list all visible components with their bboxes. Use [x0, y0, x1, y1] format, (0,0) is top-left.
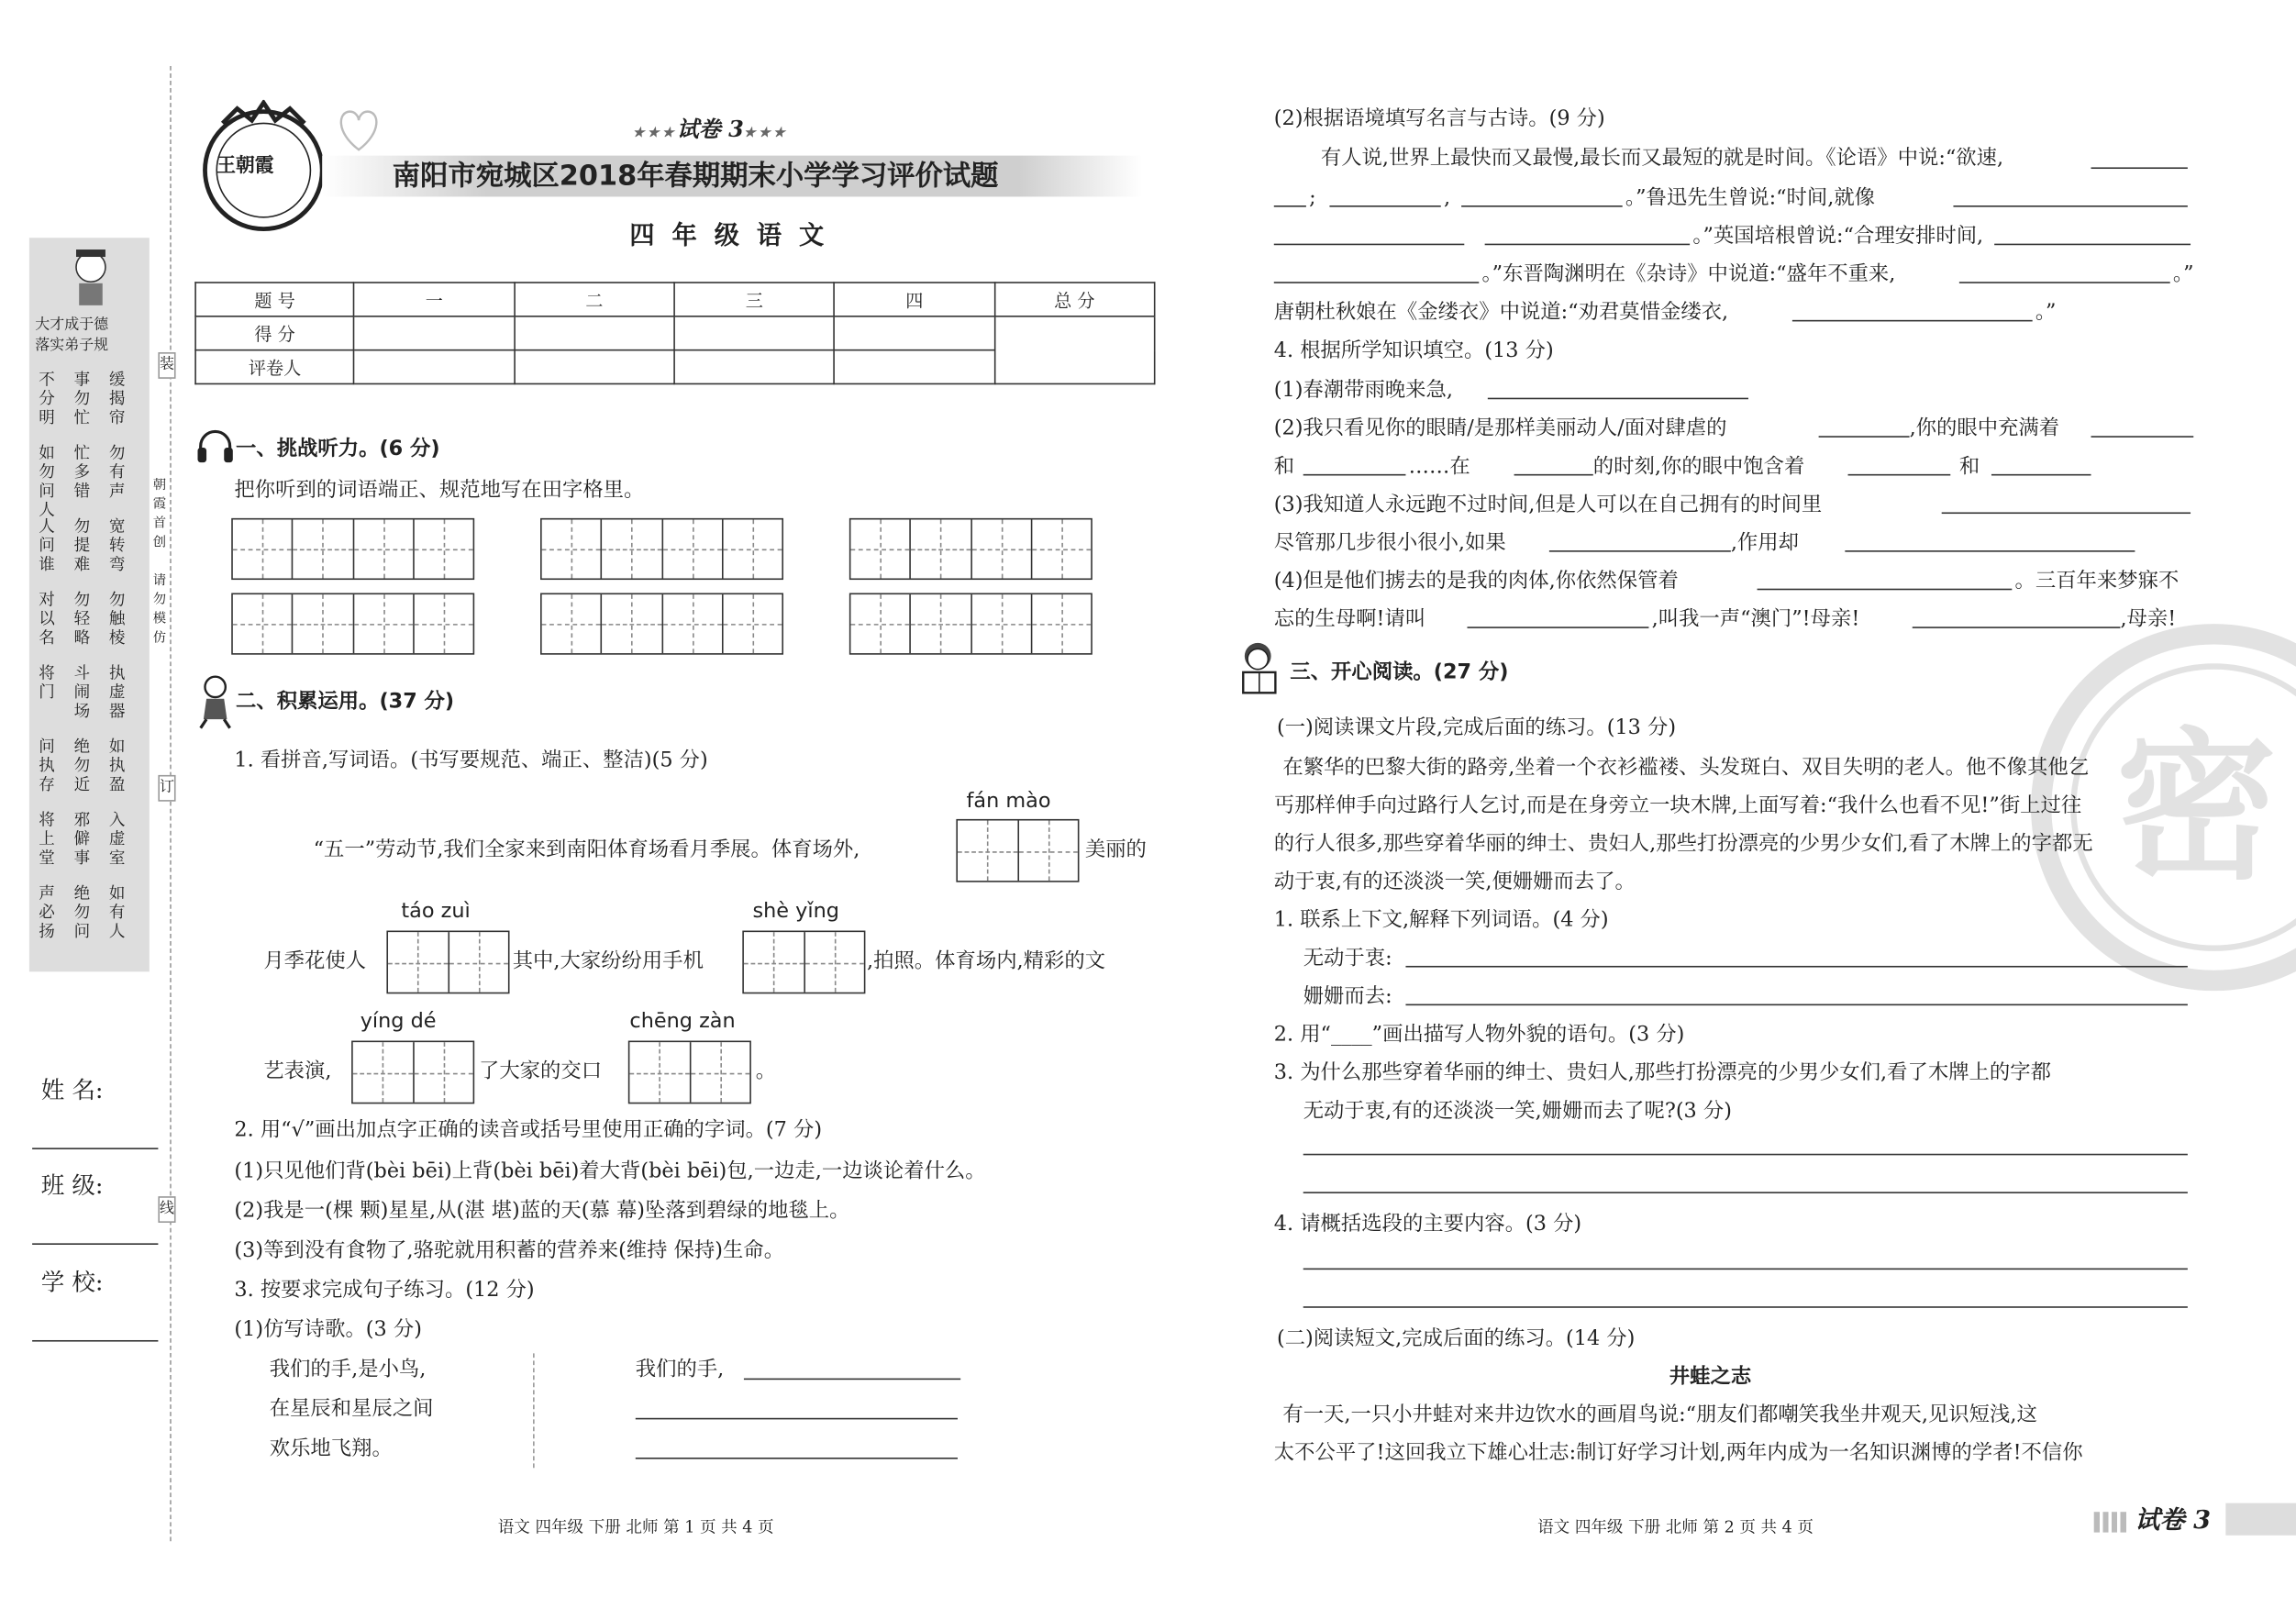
corner-tab: [2225, 1503, 2296, 1536]
ribbon-heart-icon: [329, 100, 388, 159]
answer-grid-fanmao[interactable]: [956, 819, 1079, 882]
blank-q4-2[interactable]: [1819, 436, 1910, 438]
score-cell[interactable]: [354, 316, 515, 350]
section1-heading: 一、挑战听力。(6 分): [236, 437, 440, 461]
motto-column-text: 绝勿问: [73, 883, 91, 941]
passage-line-2: 丐那样伸手向过路行人乞讨,而是在身旁立一块木牌,上面写着:“我什么也看不见!”街上过往: [1273, 793, 2082, 818]
story-title: 井蛙之志: [1669, 1365, 1752, 1389]
score-cell[interactable]: [835, 316, 995, 350]
blank-q4-1[interactable]: [1488, 398, 1748, 400]
q1-text-line1b: 美丽的: [1084, 837, 1147, 862]
class-field[interactable]: [32, 1243, 158, 1245]
total-score-cell[interactable]: [994, 316, 1155, 384]
motto-column-text: 将上堂: [39, 810, 55, 868]
blank-q4-4[interactable]: [1303, 474, 1406, 476]
passage-line-3: 的行人很多,那些穿着华丽的绅士、贵妇人,那些打扮漂亮的少男少女们,看了木牌上的字都无: [1273, 832, 2093, 856]
q4-item-4e: ,母亲!: [2120, 607, 2177, 632]
class-label: 班 级:: [40, 1170, 104, 1200]
section3-heading: 三、开心阅读。(27 分): [1290, 660, 1509, 684]
quote-end: 。”: [2035, 301, 2057, 325]
poem-line-1: 我们的手,是小鸟,: [269, 1358, 427, 1381]
motto-column-text: 对以名: [39, 590, 55, 648]
passage-line-1: 在繁华的巴黎大街的路旁,坐着一个衣衫褴褛、头发斑白、双目失明的老人。他不像其他乞: [1282, 756, 2090, 780]
reading-child-icon: [1235, 640, 1284, 699]
motto-column-text: 如勿问人: [39, 443, 55, 520]
binding-note-2: 订: [158, 775, 175, 802]
motto-column-text: 入虚室: [108, 810, 126, 868]
blank-q2-6[interactable]: [1274, 244, 1465, 246]
poem-line-2: 在星辰和星辰之间: [269, 1397, 434, 1421]
answer-line-r4-1[interactable]: [1303, 1269, 2188, 1270]
answer-grid-chengzan[interactable]: [628, 1041, 751, 1104]
q3-sub1: (1)仿写诗歌。(3 分): [234, 1317, 422, 1342]
motto-column-text: 执虚器: [108, 663, 126, 721]
motto-column-text: 宽转弯: [108, 516, 126, 574]
motto-column-text: 声必扬: [39, 883, 55, 941]
motto-top: 大才成于德: [35, 316, 109, 334]
q1-prompt: 1. 看拼音,写词语。(书写要规范、端正、整洁)(5 分): [234, 749, 708, 772]
pinyin-fanmao: fán mào: [966, 789, 1051, 814]
reading-q3a: 3. 为什么那些穿着华丽的绅士、贵妇人,那些打扮漂亮的少男少女们,看了木牌上的字都: [1273, 1060, 2051, 1085]
blank-q2-7[interactable]: [1485, 244, 1690, 246]
poem-line-3: 欢乐地飞翔。: [269, 1436, 393, 1461]
blank-q4-12[interactable]: [1467, 627, 1648, 628]
motto-bottom: 落实弟子规: [35, 338, 109, 354]
col-1: 一: [354, 283, 515, 316]
blank-q4-5[interactable]: [1514, 474, 1593, 476]
blank-q4-8[interactable]: [1942, 512, 2191, 514]
listening-grid-5[interactable]: [540, 593, 783, 654]
side-note-2: 请勿模仿: [152, 573, 167, 647]
q4-item-4c: 忘的生母啊!请叫: [1273, 607, 1426, 632]
q2-prompt: 2. 用“√”画出加点字正确的读音或括号里使用正确的字词。(7 分): [234, 1118, 823, 1142]
q4-item-2b: ,你的眼中充满着: [1909, 416, 2060, 441]
q4-item-2e: 的时刻,你的眼中饱含着: [1592, 455, 1805, 479]
blank-q2-8[interactable]: [1994, 244, 2191, 246]
q3-prompt: 3. 按要求完成句子练习。(12 分): [234, 1278, 535, 1303]
answer-line-r1a[interactable]: [1405, 966, 2187, 968]
name-field[interactable]: [32, 1148, 158, 1149]
reading-q2: 2. 用“____”画出描写人物外貌的语句。(3 分): [1273, 1023, 1685, 1047]
answer-line-r3-1[interactable]: [1303, 1154, 2188, 1156]
answer-grid-sheying[interactable]: [742, 931, 865, 994]
reading-q3b: 无动于衷,有的还淡淡一笑,姗姗而去了呢?(3 分): [1303, 1099, 1732, 1124]
logo-text: 王朝霞: [216, 155, 274, 178]
q4-item-4b: 。三百年来梦寐不: [2014, 569, 2180, 593]
motto-column-text: 不分明: [39, 370, 55, 427]
poem-answer-line-1[interactable]: [744, 1379, 960, 1381]
blank-q2-9[interactable]: [1274, 282, 1479, 283]
motto-column-text: 邪僻事: [73, 810, 91, 868]
q4-item-1: (1)春潮带雨晚来急,: [1273, 378, 1453, 403]
right-footer: 语文 四年级 下册 北师 第 2 页 共 4 页: [1537, 1517, 1814, 1537]
blank-q2-4[interactable]: [1461, 205, 1623, 207]
section1-instruction: 把你听到的词语端正、规范地写在田字格里。: [234, 478, 645, 503]
reading-part1-title: (一)阅读课文片段,完成后面的练习。(13 分): [1276, 715, 1677, 740]
listening-grid-1[interactable]: [231, 518, 474, 580]
q4-item-2c: 和: [1273, 455, 1295, 479]
q1-text-line2c: ,拍照。体育场内,精彩的文: [867, 949, 1106, 973]
binding-note-3: 线: [158, 1196, 175, 1223]
row-header-score: 得 分: [195, 316, 354, 350]
col-4: 四: [835, 283, 995, 316]
motto-column-text: 人问谁: [39, 516, 55, 574]
corner-paper-label: 试卷 3: [2135, 1505, 2212, 1536]
reading-q1b: 姗姗而去:: [1303, 984, 1392, 1009]
name-label: 姓 名:: [40, 1075, 104, 1104]
school-field[interactable]: [32, 1340, 158, 1342]
poem-answer-line-2[interactable]: [636, 1418, 958, 1420]
quote-taoyuanming: 。”东晋陶渊明在《杂诗》中说道:“盛年不重来,: [1481, 262, 1896, 287]
motto-column-text: 如执盈: [108, 737, 126, 794]
answer-grid-yingde[interactable]: [351, 1041, 474, 1104]
side-note-1: 朝霞首创: [152, 478, 167, 551]
blank-q4-10[interactable]: [1845, 550, 2135, 552]
q4-heading: 4. 根据所学知识填空。(13 分): [1273, 338, 1554, 363]
q1-text-line3a: 艺表演,: [263, 1059, 332, 1083]
q2-item-3[interactable]: (3)等到没有食物了,骆驼就用积蓄的营养来(维持 保持)生命。: [234, 1238, 785, 1263]
school-label: 学 校:: [40, 1268, 104, 1296]
motto-column-text: 勿提难: [73, 516, 91, 574]
pinyin-sheying: shè yǐng: [752, 899, 839, 924]
seal-character: 密: [2115, 712, 2278, 902]
story-line-1: 有一天,一只小井蛙对来井边饮水的画眉鸟说:“朋友们都嘲笑我坐井观天,见识短浅,这: [1282, 1403, 2037, 1427]
q4-item-3a: (3)我知道人永远跑不过时间,但是人可以在自己拥有的时间里: [1273, 493, 1823, 517]
passage-line-4: 动于衷,有的还淡淡一笑,便姗姗而去了。: [1273, 870, 1636, 894]
col-total: 总 分: [994, 283, 1155, 316]
poem-answer-line-3[interactable]: [636, 1458, 958, 1459]
blank-q4-13[interactable]: [1913, 627, 2121, 628]
blank-q2-2[interactable]: [1274, 205, 1306, 207]
quote-dushiniang: 唐朝杜秋娘在《金缕衣》中说道:“劝君莫惜金缕衣,: [1273, 301, 1729, 325]
score-cell[interactable]: [515, 316, 675, 350]
answer-line-r1b[interactable]: [1405, 1004, 2187, 1006]
paper-number: ★★★试卷 3★★★: [632, 116, 788, 143]
q4-item-2d: ……在: [1408, 455, 1470, 479]
binding-note-1: 装: [158, 352, 175, 379]
grader-cell[interactable]: [515, 350, 675, 384]
blank-q2-5[interactable]: [1953, 205, 2187, 207]
q4-item-4d: ,叫我一声“澳门”!母亲!: [1651, 607, 1860, 632]
student-illustration: [61, 244, 120, 308]
answer-grid-taozui[interactable]: [386, 931, 509, 994]
motto-column-text: 勿触棱: [108, 590, 126, 648]
blank-q4-3[interactable]: [2091, 436, 2194, 438]
quote-comma: ,: [1443, 186, 1451, 210]
motto-column-text: 斗闹场: [73, 663, 91, 721]
blank-q4-6[interactable]: [1848, 474, 1951, 476]
q1-text-line3b: 了大家的交口: [478, 1059, 603, 1083]
motto-column-text: 忙多错: [73, 443, 91, 501]
quote-luxun: 。”鲁迅先生曾说:“时间,就像: [1625, 186, 1876, 210]
listening-grid-3[interactable]: [849, 518, 1093, 580]
motto-column-text: 将门: [39, 663, 55, 702]
boy-icon: [194, 672, 236, 731]
col-3: 三: [674, 283, 835, 316]
reading-q4: 4. 请概括选段的主要内容。(3 分): [1273, 1212, 1582, 1237]
quote-close: 。”: [2172, 262, 2194, 287]
motto-column-text: 问执存: [39, 737, 55, 794]
q2-item-1[interactable]: (1)只见他们背(bèi bēi)上背(bèi bēi)着大背(bèi bēi)包,一边走,一边谈论着什么。: [234, 1159, 986, 1183]
motto-column-text: 绝勿近: [73, 737, 91, 794]
motto-column-text: 事勿忙: [73, 370, 91, 427]
pinyin-chengzan: chēng zàn: [629, 1009, 736, 1034]
q2-quotes-heading: (2)根据语境填写名言与古诗。(9 分): [1273, 106, 1605, 131]
blank-q4-7[interactable]: [1991, 474, 2091, 476]
answer-line-r4-2[interactable]: [1303, 1306, 2188, 1308]
grader-cell[interactable]: [354, 350, 515, 384]
q4-item-3c: ,作用却: [1730, 531, 1799, 555]
q4-item-2a: (2)我只看见你的眼睛/是那样美丽动人/面对肆虐的: [1273, 416, 1727, 441]
pinyin-yingde: yíng dé: [360, 1009, 437, 1034]
motto-column-text: 勿轻略: [73, 590, 91, 648]
col-2: 二: [515, 283, 675, 316]
answer-line-r3-2[interactable]: [1303, 1192, 2188, 1193]
score-table: [194, 282, 1155, 384]
quote-bacon: 。”英国培根曾说:“合理安排时间,: [1692, 224, 1984, 249]
q1-text-line3c: 。: [755, 1059, 777, 1083]
q1-text-line2a: 月季花使人: [263, 949, 367, 973]
grader-cell[interactable]: [835, 350, 995, 384]
reading-q1a: 无动于衷:: [1303, 947, 1392, 970]
q4-item-2f: 和: [1958, 455, 1980, 479]
q1-text-line1: “五一”劳动节,我们全家来到南阳体育场看月季展。体育场外,: [313, 837, 860, 862]
story-line-2: 太不公平了!这回我立下雄心壮志:制订好学习计划,两年内成为一名知识渊博的学者!不信你: [1273, 1441, 2083, 1465]
pinyin-taozui: táo zuì: [401, 899, 471, 924]
left-footer: 语文 四年级 下册 北师 第 1 页 共 4 页: [497, 1517, 774, 1537]
section2-heading: 二、积累运用。(37 分): [236, 690, 455, 714]
listening-grid-6[interactable]: [849, 593, 1093, 654]
quote-semicolon: ;: [1309, 186, 1316, 210]
q4-item-3b: 尽管那几步很小很小,如果: [1273, 531, 1506, 555]
quote-line1-text: 有人说,世界上最快而又最慢,最长而又最短的就是时间。《论语》中说:“欲速,: [1320, 147, 2004, 171]
motto-column-text: 勿有声: [108, 443, 126, 501]
q1-text-line2b: 其中,大家纷纷用手机: [512, 949, 704, 973]
blank-q4-9[interactable]: [1549, 550, 1731, 552]
motto-column-text: 缓揭帘: [108, 370, 126, 427]
poem-divider: [533, 1353, 535, 1468]
grader-cell[interactable]: [674, 350, 835, 384]
reading-q1: 1. 联系上下文,解释下列词语。(4 分): [1273, 908, 1609, 933]
blank-q4-11[interactable]: [1758, 589, 2013, 591]
blank-q2-11[interactable]: [1792, 320, 2033, 322]
binding-line: [170, 66, 172, 1541]
reading-part2-title: (二)阅读短文,完成后面的练习。(14 分): [1276, 1326, 1636, 1351]
headphones-icon: [194, 427, 236, 466]
exam-title: 南阳市宛城区2018年春期期末小学学习评价试题: [392, 160, 999, 193]
blank-q2-10[interactable]: [1959, 282, 2170, 283]
row-header-number: 题 号: [195, 283, 354, 316]
row-header-grader: 评卷人: [195, 350, 354, 384]
blank-q2-1[interactable]: [2091, 167, 2188, 169]
listening-grid-4[interactable]: [231, 593, 474, 654]
poem-answer-start: 我们的手,: [635, 1358, 725, 1381]
subject-title: 四 年 级 语 文: [629, 221, 829, 251]
corner-pattern: [2094, 1512, 2129, 1532]
score-cell[interactable]: [674, 316, 835, 350]
blank-q2-3[interactable]: [1329, 205, 1440, 207]
motto-column-text: 如有人: [108, 883, 126, 941]
q4-item-4a: (4)但是他们掳去的是我的肉体,你依然保管着: [1273, 569, 1679, 593]
listening-grid-2[interactable]: [540, 518, 783, 580]
q2-item-2[interactable]: (2)我是一(棵 颗)星星,从(湛 堪)蓝的天(慕 幕)坠落到碧绿的地毯上。: [234, 1199, 850, 1223]
